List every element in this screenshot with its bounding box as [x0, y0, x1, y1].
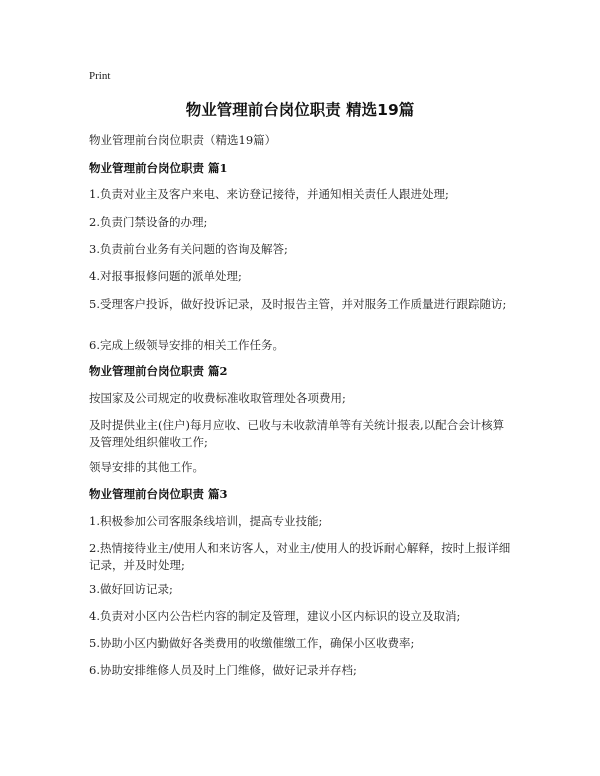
list-item: 领导安排的其他工作。 [89, 460, 204, 474]
section-heading-1: 物业管理前台岗位职责 篇1 [89, 161, 228, 175]
list-item: 4.负责对小区内公告栏内容的制定及管理，建议小区内标识的设立及取消; [89, 609, 461, 623]
list-item: 1.负责对业主及客户来电、来访登记接待，并通知相关责任人跟进处理; [89, 187, 449, 201]
list-item: 按国家及公司规定的收费标准收取管理处各项费用; [89, 391, 346, 405]
list-item: 2.热情接待业主/使用人和来访客人，对业主/使用人的投诉耐心解释，按时上报详细记录，并及时处理; [89, 541, 511, 572]
list-item: 3.做好回访记录; [89, 582, 173, 596]
section-heading-2: 物业管理前台岗位职责 篇2 [89, 364, 228, 378]
list-item: 及时提供业主(住户)每月应收、已收与未收款清单等有关统计报表,以配合会计核算及管理处组织催收工作; [89, 418, 505, 449]
page-subtitle: 物业管理前台岗位职责（精选19篇） [89, 133, 277, 147]
page-title: 物业管理前台岗位职责 精选19篇 [185, 101, 415, 119]
list-item: 2.负责门禁设备的办理; [89, 215, 208, 229]
section-heading-3: 物业管理前台岗位职责 篇3 [89, 487, 228, 501]
list-item: 6.协助安排维修人员及时上门维修，做好记录并存档; [89, 663, 357, 677]
list-item: 5.受理客户投诉，做好投诉记录，及时报告主管，并对服务工作质量进行跟踪随访; [89, 297, 507, 311]
list-item: 6.完成上级领导安排的相关工作任务。 [89, 338, 284, 352]
print-label[interactable]: Print [89, 70, 111, 82]
list-item: 3.负责前台业务有关问题的咨询及解答; [89, 242, 288, 256]
list-item: 5.协助小区内勤做好各类费用的收缴催缴工作，确保小区收费率; [89, 636, 415, 650]
list-item: 4.对报事报修问题的派单处理; [89, 269, 242, 283]
list-item: 1.积极参加公司客服条线培训，提高专业技能; [89, 514, 323, 528]
